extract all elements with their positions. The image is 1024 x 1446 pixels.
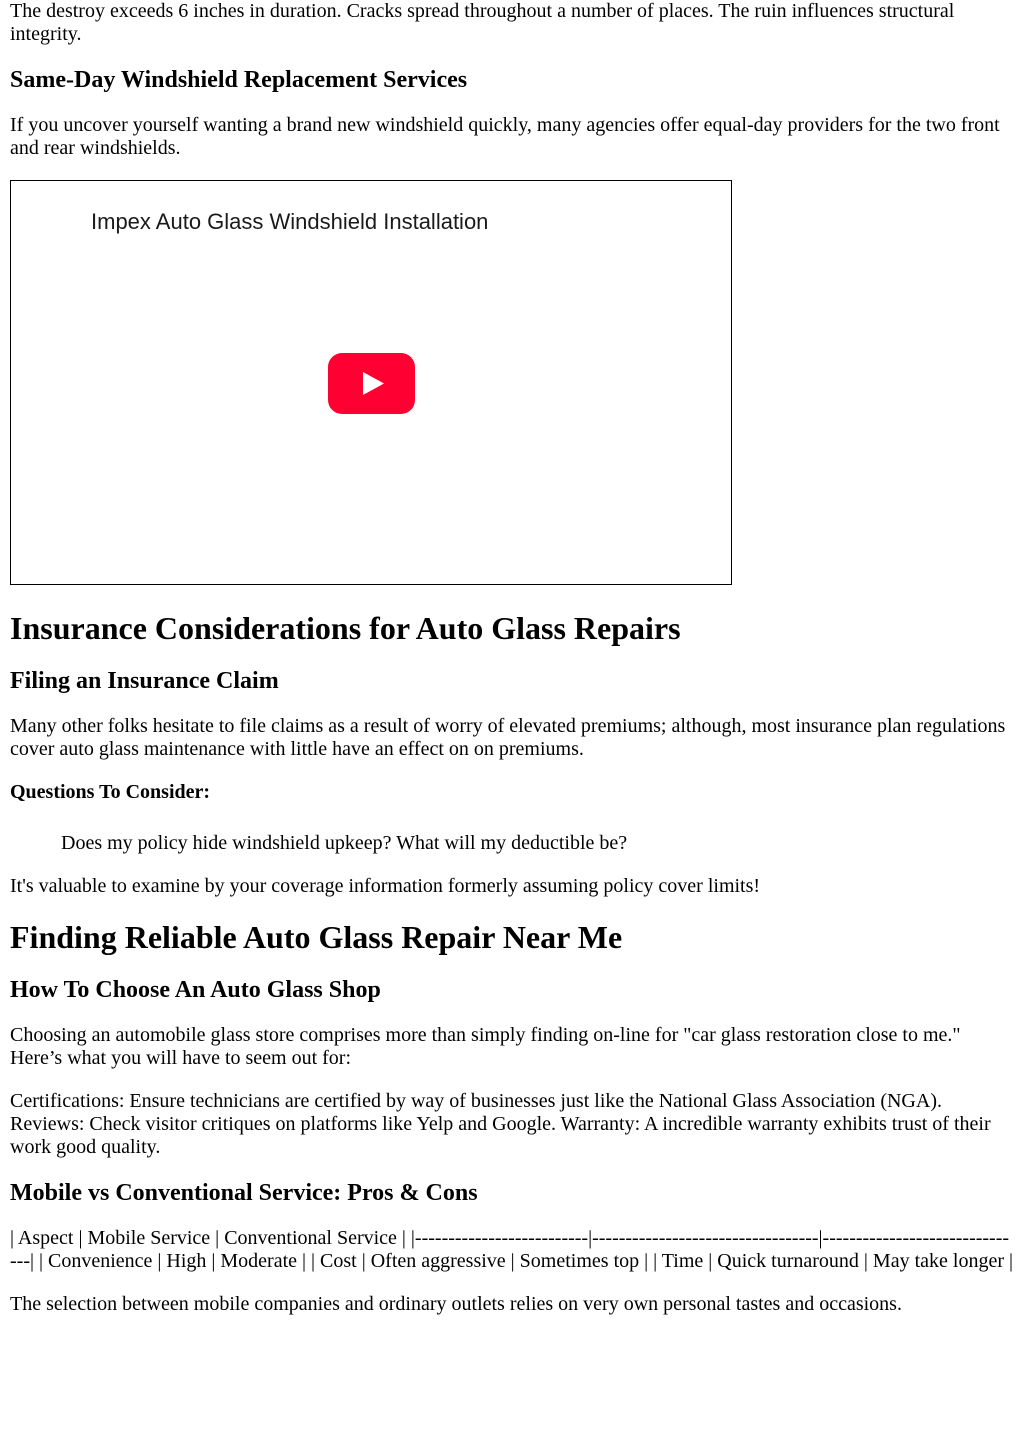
intro-paragraph: The destroy exceeds 6 inches in duration. Cracks spread throughout a number of places. The ruin influences structural integrity. xyxy=(10,0,955,45)
same-day-paragraph: If you uncover yourself wanting a brand new windshield quickly, many agencies offer equal-day providers for the two front and rear windshields. xyxy=(10,114,1000,159)
questions-quote: Does my policy hide windshield upkeep? What will my deductible be? xyxy=(61,832,628,854)
insurance-subheading: Filing an Insurance Claim xyxy=(10,668,279,694)
finding-paragraph-1: Choosing an automobile glass store comprises more than simply finding on-line for "car glass restoration close to me." Here’s what you will have to seem out for: xyxy=(10,1024,961,1069)
mobile-closing: The selection between mobile companies and ordinary outlets relies on very own personal tastes and occasions. xyxy=(10,1293,902,1315)
mobile-heading: Mobile vs Conventional Service: Pros & Cons xyxy=(10,1180,478,1206)
insurance-closing: It's valuable to examine by your coverage information formerly assuming policy cover limits! xyxy=(10,875,761,897)
play-icon xyxy=(328,353,415,414)
insurance-heading: Insurance Considerations for Auto Glass Repairs xyxy=(10,610,681,646)
video-title[interactable]: Impex Auto Glass Windshield Installation xyxy=(91,209,489,234)
video-embed[interactable] xyxy=(10,180,732,585)
finding-heading: Finding Reliable Auto Glass Repair Near Me xyxy=(10,919,623,955)
questions-heading: Questions To Consider: xyxy=(10,781,211,803)
finding-subheading: How To Choose An Auto Glass Shop xyxy=(10,977,381,1003)
comparison-table-text: | Aspect | Mobile Service | Conventional Service | |--------------------------|----------------------------------|-------------------------------| | Convenience | High | Moderate | | Cost | Often aggressive | Sometimes top | | Time | Quick turnaround | May take longer | xyxy=(10,1227,1013,1272)
insurance-paragraph: Many other folks hesitate to file claims as a result of worry of elevated premiums; although, most insurance plan regulations cover auto glass maintenance with little have an effect on on premiums. xyxy=(10,715,1006,760)
finding-paragraph-2: Certifications: Ensure technicians are certified by way of businesses just like the National Glass Association (NGA). Reviews: Check visitor critiques on platforms like Yelp and Google. Warranty: A incredible warranty exhibits trust of their work good quality. xyxy=(10,1090,991,1158)
same-day-heading: Same-Day Windshield Replacement Services xyxy=(10,67,468,93)
play-button[interactable] xyxy=(328,353,415,414)
